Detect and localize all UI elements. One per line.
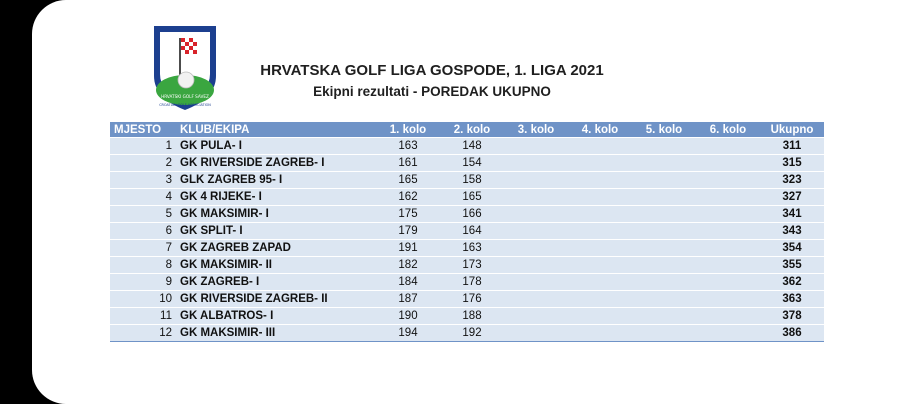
table-row: [110, 257, 824, 274]
round-3-cell: [504, 172, 568, 189]
results-table: [110, 122, 824, 342]
club-cell: GK ZAGREB ZAPAD: [176, 240, 376, 257]
round-6-cell: [696, 257, 760, 274]
round-6-cell: [696, 291, 760, 308]
club-cell: GK RIVERSIDE ZAGREB- II: [176, 291, 376, 308]
round-1-cell: 184: [376, 274, 440, 291]
round-5-cell: [632, 291, 696, 308]
col-header-round-3: 3. kolo: [504, 122, 568, 138]
round-5-cell: [632, 274, 696, 291]
col-header-total: Ukupno: [760, 122, 824, 138]
table-row: [110, 240, 824, 257]
total-cell: 378: [760, 308, 824, 325]
round-2-cell: 178: [440, 274, 504, 291]
rank-cell: 8: [110, 257, 176, 274]
round-4-cell: [568, 291, 632, 308]
total-cell: 386: [760, 325, 824, 342]
round-4-cell: [568, 274, 632, 291]
rank-cell: 5: [110, 206, 176, 223]
round-1-cell: 182: [376, 257, 440, 274]
round-6-cell: [696, 206, 760, 223]
round-3-cell: [504, 189, 568, 206]
round-5-cell: [632, 240, 696, 257]
rank-cell: 12: [110, 325, 176, 342]
svg-text:HRVATSKI GOLF SAVEZ: HRVATSKI GOLF SAVEZ: [161, 94, 209, 99]
total-cell: 311: [760, 138, 824, 155]
table-row: [110, 138, 824, 155]
table-row: [110, 308, 824, 325]
club-cell: GK 4 RIJEKE- I: [176, 189, 376, 206]
col-header-rank: MJESTO: [110, 122, 176, 138]
round-3-cell: [504, 274, 568, 291]
club-cell: GK PULA- I: [176, 138, 376, 155]
total-cell: 343: [760, 223, 824, 240]
round-2-cell: 188: [440, 308, 504, 325]
rank-cell: 3: [110, 172, 176, 189]
round-4-cell: [568, 240, 632, 257]
page-title: HRVATSKA GOLF LIGA GOSPODE, 1. LIGA 2021: [260, 62, 604, 79]
round-3-cell: [504, 291, 568, 308]
round-1-cell: 161: [376, 155, 440, 172]
round-4-cell: [568, 257, 632, 274]
total-cell: 362: [760, 274, 824, 291]
round-6-cell: [696, 240, 760, 257]
club-cell: GK RIVERSIDE ZAGREB- I: [176, 155, 376, 172]
total-cell: 363: [760, 291, 824, 308]
round-1-cell: 179: [376, 223, 440, 240]
club-cell: GK ALBATROS- I: [176, 308, 376, 325]
total-cell: 355: [760, 257, 824, 274]
round-3-cell: [504, 257, 568, 274]
rank-cell: 4: [110, 189, 176, 206]
round-6-cell: [696, 308, 760, 325]
golf-association-logo: [150, 24, 220, 112]
round-4-cell: [568, 223, 632, 240]
round-2-cell: 164: [440, 223, 504, 240]
round-1-cell: 163: [376, 138, 440, 155]
round-2-cell: 166: [440, 206, 504, 223]
col-header-club: KLUB/EKIPA: [176, 122, 376, 138]
page-subtitle: Ekipni rezultati - POREDAK UKUPNO: [313, 84, 551, 99]
col-header-round-2: 2. kolo: [440, 122, 504, 138]
round-1-cell: 191: [376, 240, 440, 257]
club-cell: GK ZAGREB- I: [176, 274, 376, 291]
rank-cell: 10: [110, 291, 176, 308]
round-3-cell: [504, 206, 568, 223]
round-5-cell: [632, 223, 696, 240]
table-row: [110, 325, 824, 342]
round-4-cell: [568, 155, 632, 172]
round-6-cell: [696, 172, 760, 189]
rank-cell: 9: [110, 274, 176, 291]
round-4-cell: [568, 138, 632, 155]
table-row: [110, 189, 824, 206]
round-1-cell: 162: [376, 189, 440, 206]
round-6-cell: [696, 155, 760, 172]
round-2-cell: 173: [440, 257, 504, 274]
total-cell: 354: [760, 240, 824, 257]
round-2-cell: 148: [440, 138, 504, 155]
round-5-cell: [632, 172, 696, 189]
round-4-cell: [568, 189, 632, 206]
round-3-cell: [504, 223, 568, 240]
round-2-cell: 176: [440, 291, 504, 308]
total-cell: 315: [760, 155, 824, 172]
club-cell: GK MAKSIMIR- I: [176, 206, 376, 223]
total-cell: 323: [760, 172, 824, 189]
col-header-round-5: 5. kolo: [632, 122, 696, 138]
table-row: [110, 291, 824, 308]
club-cell: GK SPLIT- I: [176, 223, 376, 240]
club-cell: GLK ZAGREB 95- I: [176, 172, 376, 189]
round-4-cell: [568, 206, 632, 223]
round-4-cell: [568, 172, 632, 189]
round-6-cell: [696, 223, 760, 240]
round-5-cell: [632, 206, 696, 223]
rank-cell: 1: [110, 138, 176, 155]
round-2-cell: 163: [440, 240, 504, 257]
svg-text:CROATIAN GOLF ASSOCIATION: CROATIAN GOLF ASSOCIATION: [159, 103, 211, 107]
club-cell: GK MAKSIMIR- III: [176, 325, 376, 342]
round-1-cell: 190: [376, 308, 440, 325]
round-3-cell: [504, 325, 568, 342]
round-5-cell: [632, 308, 696, 325]
table-row: [110, 155, 824, 172]
round-5-cell: [632, 189, 696, 206]
round-2-cell: 158: [440, 172, 504, 189]
round-6-cell: [696, 274, 760, 291]
round-3-cell: [504, 240, 568, 257]
round-1-cell: 187: [376, 291, 440, 308]
round-5-cell: [632, 138, 696, 155]
table-header-row: [110, 122, 824, 138]
rank-cell: 7: [110, 240, 176, 257]
round-6-cell: [696, 189, 760, 206]
round-6-cell: [696, 325, 760, 342]
col-header-round-1: 1. kolo: [376, 122, 440, 138]
round-5-cell: [632, 325, 696, 342]
round-3-cell: [504, 138, 568, 155]
round-4-cell: [568, 308, 632, 325]
round-4-cell: [568, 325, 632, 342]
table-row: [110, 172, 824, 189]
round-2-cell: 192: [440, 325, 504, 342]
round-3-cell: [504, 155, 568, 172]
total-cell: 341: [760, 206, 824, 223]
club-cell: GK MAKSIMIR- II: [176, 257, 376, 274]
col-header-round-4: 4. kolo: [568, 122, 632, 138]
round-1-cell: 165: [376, 172, 440, 189]
round-1-cell: 194: [376, 325, 440, 342]
table-row: [110, 274, 824, 291]
rank-cell: 11: [110, 308, 176, 325]
document-title: [232, 60, 632, 102]
round-2-cell: 154: [440, 155, 504, 172]
rank-cell: 2: [110, 155, 176, 172]
round-3-cell: [504, 308, 568, 325]
round-2-cell: 165: [440, 189, 504, 206]
table-row: [110, 223, 824, 240]
round-1-cell: 175: [376, 206, 440, 223]
round-5-cell: [632, 257, 696, 274]
round-6-cell: [696, 138, 760, 155]
rank-cell: 6: [110, 223, 176, 240]
table-row: [110, 206, 824, 223]
col-header-round-6: 6. kolo: [696, 122, 760, 138]
round-5-cell: [632, 155, 696, 172]
total-cell: 327: [760, 189, 824, 206]
